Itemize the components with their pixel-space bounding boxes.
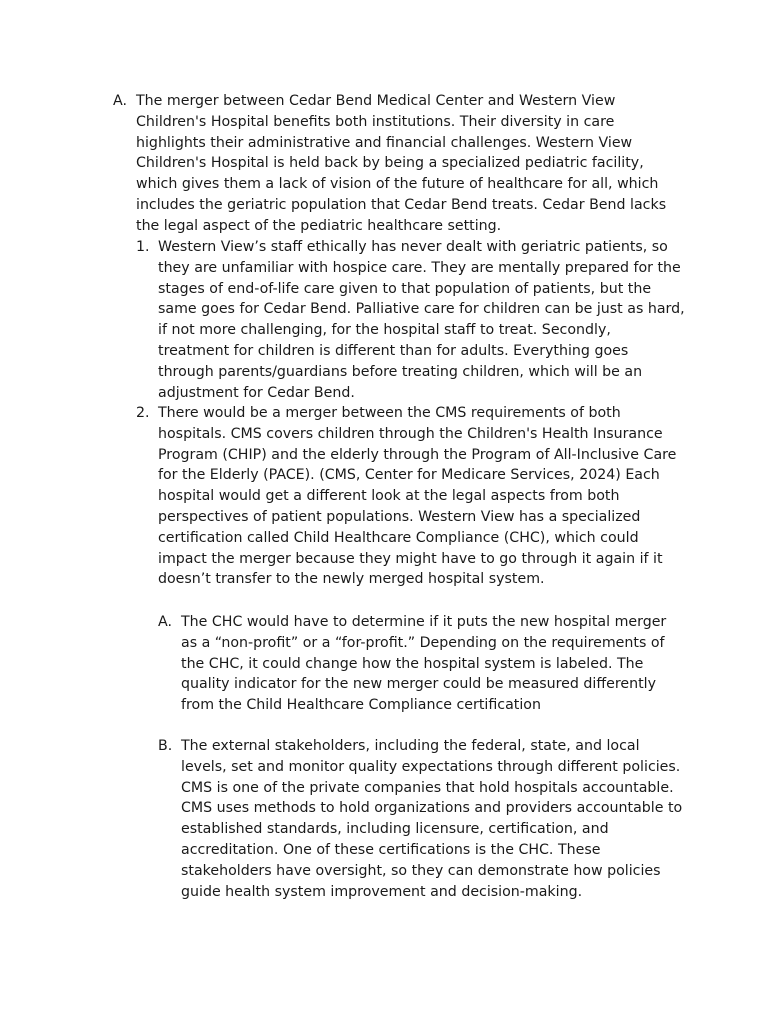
list-marker: B. xyxy=(158,738,173,754)
paragraph-text: The merger between Cedar Bend Medical Center and Western View Children's Hospital benefits both institutions. Their diversity in care highlights their administrative and financial challenges. Western View Children's Hospital is held back by being a specialized pediatric facility, which gives them a lack of vision of the future of healthcare for all, which includes the geriatric population that Cedar Bend treats. Cedar Bend lacks the legal aspect of the pediatric healthcare setting. xyxy=(136,93,667,234)
paragraph-text: Western View’s staff ethically has never dealt with geriatric patients, so they are unfamiliar with hospice care. They are mentally prepared for the stages of end-of-life care given to that population of patients, but the same goes for Cedar Bend. Palliative care for children can be just as hard, if not more challenging, for the hospital staff to treat. Secondly, treatment for children is different than for adults. Everything goes through parents/guardians before treating children, which will be an adjustment for Cedar Bend. xyxy=(158,239,685,401)
list-marker: 2. xyxy=(136,405,150,421)
paragraph-text: The CHC would have to determine if it puts the new hospital merger as a “non-profit” or a “for-profit.” Depending on the requirements of the CHC, it could change how the hospital system is labeled. The quality indicator for the new merger could be measured differently from the Child Healthcare Compliance certification xyxy=(181,614,667,714)
paragraph-text: There would be a merger between the CMS requirements of both hospitals. CMS covers children through the Children's Health Insurance Program (CHIP) and the elderly through the Program of All-Inclusive Care for the Elderly (PACE). (CMS, Center for Medicare Services, 2024) Each hospital would get a different look at the legal aspects from both perspectives of patient populations. Western View has a specialized certification called Child Healthcare Compliance (CHC), which could impact the merger because they might have to go through it again if it doesn’t transfer to the newly merged hospital system. xyxy=(158,405,677,588)
list-marker: A. xyxy=(113,93,127,109)
paragraph-text: The external stakeholders, including the federal, state, and local levels, set and monitor quality expectations through different policies. CMS is one of the private companies that hold hospitals accountable. CMS uses methods to hold organizations and providers accountable to established standards, including licensure, certification, and accreditation. One of these certifications is the CHC. These stakeholders have oversight, so they can demonstrate how policies guide health system improvement and decision-making. xyxy=(181,738,683,900)
list-marker: 1. xyxy=(136,239,150,255)
list-marker: A. xyxy=(158,614,172,630)
